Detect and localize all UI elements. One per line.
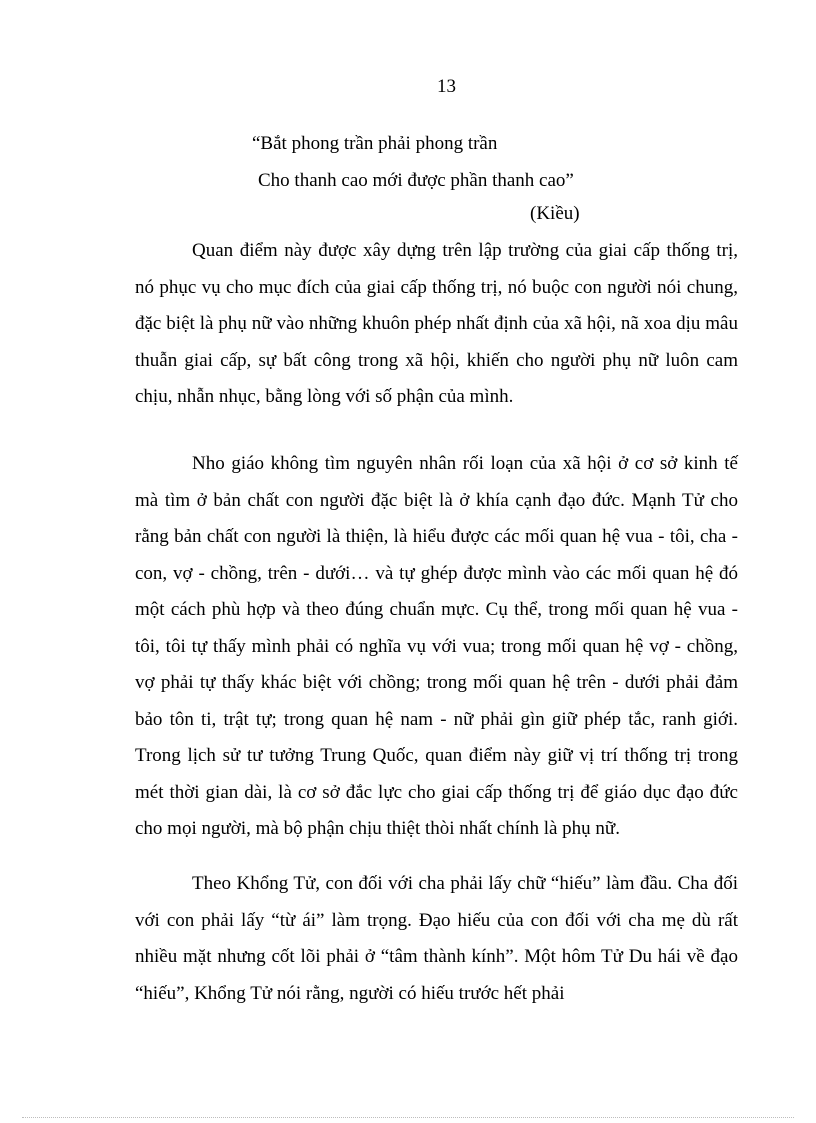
verse-line-1: “Bắt phong trần phải phong trần <box>252 133 498 154</box>
paragraph: Quan điểm này được xây dựng trên lập trường của giai cấp thống trị, nó phục vụ cho mục đích của giai cấp thống trị, nó buộc con người nói chung, đặc biệt là phụ nữ vào những khuôn phép nhất định của xã hội, nã xoa dịu mâu thuẫn giai cấp, sự bất công trong xã hội, khiến cho người phụ nữ luôn cam chịu, nhẫn nhục, bằng lòng với số phận của mình. <box>135 240 738 407</box>
paragraph: Nho giáo không tìm nguyên nhân rối loạn của xã hội ở cơ sở kinh tế mà tìm ở bản chất con người đặc biệt là ở khía cạnh đạo đức. Mạnh Tử cho rằng bản chất con người là thiện, là hiểu được các mối quan hệ vua - tôi, cha - con, vợ - chồng, trên - dưới… và tự ghép được mình vào các mối quan hệ đó một cách phù hợp và theo đúng chuẩn mực. Cụ thể, trong mối quan hệ vua - tôi, tôi tự thấy mình phải có nghĩa vụ với vua; trong mối quan hệ vợ - chồng, vợ phải tự thấy khác biệt với chồng; trong mối quan hệ trên - dưới phải đảm bảo tôn ti, trật tự; trong quan hệ nam - nữ phải gìn giữ phép tắc, ranh giới. Trong lịch sử tư tưởng Trung Quốc, quan điểm này giữ vị trí thống trị trong mét thời gian dài, là cơ sở đắc lực cho giai cấp thống trị để giáo dục đạo đức cho mọi người, mà bộ phận chịu thiệt thòi nhất chính là phụ nữ. <box>135 453 738 839</box>
verse-attribution: (Kiều) <box>530 203 580 224</box>
verse-line-2: Cho thanh cao mới được phần thanh cao” <box>258 170 574 191</box>
page-number: 13 <box>437 76 456 97</box>
page-bottom-divider <box>22 1117 794 1118</box>
paragraph: Theo Khổng Tử, con đối với cha phải lấy chữ “hiếu” làm đầu. Cha đối với con phải lấy “từ ái” làm trọng. Đạo hiếu của con đối với cha mẹ dù rất nhiều mặt nhưng cốt lõi phải ở “tâm thành kính”. Một hôm Tử Du hái về đạo “hiếu”, Khổng Tử nói rằng, người có hiếu trước hết phải <box>135 873 738 1004</box>
